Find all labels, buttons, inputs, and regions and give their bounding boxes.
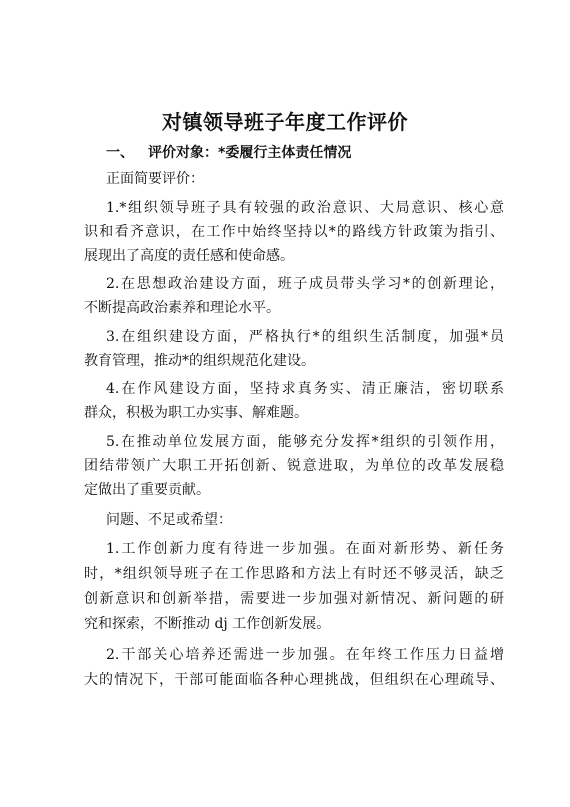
paragraph-line: 3.在组织建设方面，严格执行*的组织生活制度，加强*员	[106, 329, 504, 345]
paragraph-line: 大的情况下，干部可能面临各种心理挑战，但组织在心理疏导、	[84, 672, 504, 688]
paragraph-line: 究和探索，不断推动 dj 工作创新发展。	[84, 616, 331, 632]
section-number: 一、	[106, 145, 134, 161]
paragraph-line: 识和看齐意识，在工作中始终坚持以*的路线方针政策为指引、	[84, 224, 504, 240]
paragraph-line: 不断提高政治素养和理论水平。	[84, 300, 280, 316]
paragraph-line: 4.在作风建设方面，坚持求真务实、清正廉洁，密切联系	[106, 381, 504, 397]
paragraph-line: 1.*组织领导班子具有较强的政治意识、大局意识、核心意	[106, 200, 504, 216]
positive-evaluation-label: 正面简要评价：	[106, 171, 204, 187]
document-title: 对镇领导班子年度工作评价	[162, 110, 408, 134]
paragraph-line: 5.在推动单位发展方面，能够充分发挥*组织的引领作用，	[106, 434, 504, 450]
paragraph-line: 1.工作创新力度有待进一步加强。在面对新形势、新任务	[106, 541, 504, 557]
paragraph-line: 展现出了高度的责任感和使命感。	[84, 248, 294, 264]
paragraph-line: 2.干部关心培养还需进一步加强。在年终工作压力日益增	[106, 647, 504, 663]
paragraph-line: 创新意识和创新举措，需要进一步加强对新情况、新问题的研	[84, 591, 504, 607]
paragraph-line: 教育管理，推动*的组织规范化建设。	[84, 353, 315, 369]
paragraph-line: 定做出了重要贡献。	[84, 482, 210, 498]
paragraph-line: 团结带领广大职工开拓创新、锐意进取，为单位的改革发展稳	[84, 458, 504, 474]
paragraph-line: 群众，积极为职工办实事、解难题。	[84, 405, 308, 421]
paragraph-line: 2.在思想政治建设方面，班子成员带头学习*的创新理论，	[106, 276, 504, 292]
section-heading-text: 评价对象：*委履行主体责任情况	[148, 145, 352, 161]
paragraph-line: 时，*组织领导班子在工作思路和方法上有时还不够灵活，缺乏	[84, 566, 504, 582]
issues-label: 问题、不足或希望：	[106, 512, 232, 528]
section-heading	[106, 142, 351, 162]
